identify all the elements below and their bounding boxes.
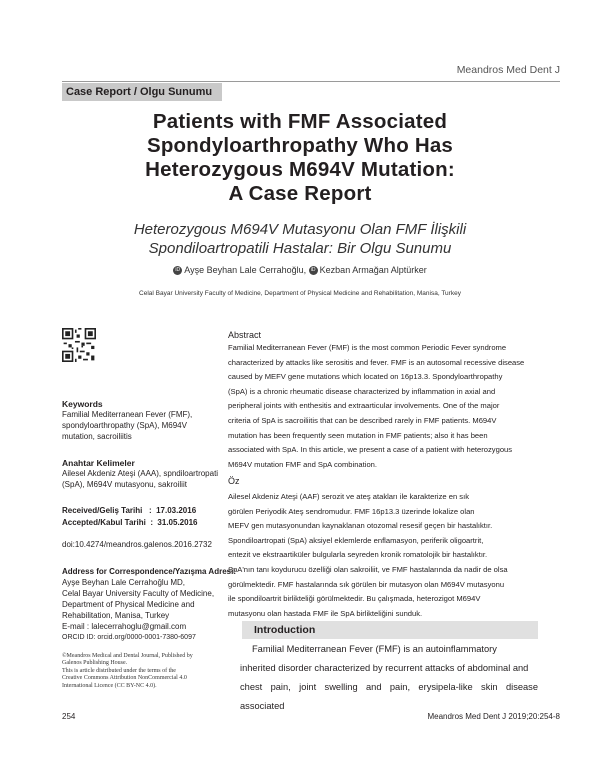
license-line: Galenos Publishing House.: [62, 660, 128, 667]
title-line: Heterozygous M694V Mutation:: [145, 158, 455, 181]
anahtar-line: Ailesel Akdeniz Ateşi (AAA), spndiloartropati: [62, 469, 219, 478]
page-number: 254: [62, 712, 76, 721]
abstract-line: characterized by attacks like serositis and fever. FMF is an autosomal recessive disease: [228, 357, 525, 367]
author-1[interactable]: Ayşe Beyhan Lale Cerrahoğlu,: [184, 265, 307, 275]
oz-heading: Öz: [228, 476, 240, 486]
article-title-turkish: [70, 220, 530, 258]
oz-line: SpA'nın tanı koydurucu özelliği olan sakroiliit, ve FMF hastalarında da nadir de olsa: [228, 564, 508, 574]
intro-line: Familial Mediterranean Fever (FMF) is an autoinflammatory: [252, 644, 497, 654]
introduction-body: [240, 640, 538, 716]
license-line: This is article distributed under the terms of the: [62, 667, 176, 674]
license-line: Creative Commons Attribution NonCommercial 4.0: [62, 675, 187, 682]
address: [62, 577, 232, 621]
authors: [80, 265, 520, 275]
keywords-line: spondyloarthropathy (SpA), M694V: [62, 421, 187, 430]
oz-line: entezit ve ekstraartiküler bulgularla seyreden kronik romatolojik bir hastalıktır.: [228, 550, 488, 560]
abstract-body: [228, 341, 538, 472]
affiliation: Celal Bayar University Faculty of Medicine, Department of Physical Medicine and Rehabilitation, Manisa, Turkey: [139, 290, 461, 297]
title-tr-line: Heterozygous M694V Mutasyonu Olan FMF İlişkili: [133, 221, 467, 238]
keywords-heading: Keywords: [62, 399, 103, 409]
abstract-line: associated with SpA. In this article, we present a case of a patient with heterozygous: [228, 445, 513, 455]
abstract-line: mutation has been frequently seen mutation in FMF patients; also it has been: [228, 430, 488, 440]
footer-citation: Meandros Med Dent J 2019;20:254-8: [427, 712, 560, 721]
anahtar-kelimeler: [62, 468, 232, 490]
abstract-line: (SpA) is a chronic rheumatic disease characterized by inflammation in axial and: [228, 386, 496, 396]
abstract-line: caused by MEFV gene mutations which located on 16p13.3. Spondyloarthropathy: [228, 372, 503, 382]
license-line: ©Meandros Medical and Dental Journal, Published by: [62, 653, 193, 659]
abstract-line: M694V mutation FMF and SpA combination.: [228, 459, 377, 469]
doi-link[interactable]: doi:10.4274/meandros.galenos.2016.2732: [62, 540, 212, 549]
article-title: [80, 110, 520, 206]
title-tr-line: Spondiloartropatili Hastalar: Bir Olgu Sunumu: [148, 240, 452, 257]
author-2[interactable]: Kezban Armağan Alptürker: [319, 265, 427, 275]
address-line: Rehabilitation, Manisa, Turkey: [62, 611, 170, 620]
qr-code-icon[interactable]: [62, 328, 96, 362]
email-link[interactable]: E-mail : lalecerrahoglu@gmail.com: [62, 622, 187, 631]
orcid-link[interactable]: ORCID ID: orcid.org/0000-0001-7380-6097: [62, 634, 196, 641]
oz-line: Ailesel Akdeniz Ateşi (AAF) serozit ve ateş atakları ile karakterize en sık: [228, 492, 469, 501]
oz-line: mutasyonu olan hastada FMF ile SpA birlikteliğini sunduk.: [228, 608, 423, 618]
anahtar-line: (SpA), M694V mutasyonu, sakroiliit: [62, 480, 187, 489]
received-date: Received/Geliş Tarihi : 17.03.2016: [62, 506, 197, 515]
title-line: Patients with FMF Associated: [152, 110, 448, 133]
abstract-line: criteria of SpA is sacroiliitis that can be described rarely in FMF patients. M694V: [228, 415, 497, 425]
keywords-line: mutation, sacroiliitis: [62, 432, 132, 441]
header-rule: [62, 81, 560, 82]
oz-line: MEFV gen mutasyonundan kaynaklanan otozomal resesif geçen bir hastalıktır.: [228, 521, 493, 531]
orcid-icon[interactable]: iD: [309, 266, 318, 275]
abstract-heading: Abstract: [228, 330, 262, 340]
address-line: Ayşe Beyhan Lale Cerrahoğlu MD,: [62, 578, 186, 587]
address-line: Celal Bayar University Faculty of Medicine,: [62, 589, 215, 598]
oz-line: görülmektedir. FMF hastalarında sık görülen bir mutasyon olan M694V mutasyonu: [228, 579, 505, 589]
accepted-date: Accepted/Kabul Tarihi : 31.05.2016: [62, 518, 198, 527]
license-line: International Licence (CC BY-NC 4.0).: [62, 682, 157, 689]
title-line: A Case Report: [228, 182, 372, 205]
introduction-heading: Introduction: [254, 624, 316, 636]
anahtar-heading: Anahtar Kelimeler: [62, 458, 135, 468]
intro-line: inherited disorder characterized by recurrent attacks of abdominal and: [240, 663, 529, 673]
abstract-line: peripheral joints with enthesitis and extraarticular involvements. One of the major: [228, 401, 500, 411]
keywords-line: Familial Mediterranean Fever (FMF),: [62, 410, 193, 419]
section-label: Case Report / Olgu Sunumu: [66, 86, 213, 98]
journal-header: Meandros Med Dent J: [456, 64, 560, 76]
license-text: [62, 653, 222, 690]
title-line: Spondyloarthropathy Who Has: [146, 134, 454, 157]
abstract-line: Familial Mediterranean Fever (FMF) is the most common Periodic Fever syndrome: [228, 343, 507, 352]
oz-line: görülen Periyodik Ateş sendromudur. FMF 16p13.3 üzerinde lokalize olan: [228, 506, 475, 516]
keywords: [62, 409, 232, 442]
address-line: Department of Physical Medicine and: [62, 600, 195, 609]
oz-body: [228, 490, 538, 621]
oz-line: ile spondiloartrit birlikteliği görülmektedir. Bu çalışmada, heterozigot M694V: [228, 594, 481, 604]
orcid-icon[interactable]: iD: [173, 266, 182, 275]
address-heading: Address for Correspondence/Yazışma Adresi:: [62, 567, 236, 576]
oz-line: Spondiloartropati (SpA) aksiyel eklemlerde enflamasyon, periferik oligoartrit,: [228, 535, 484, 545]
intro-line: chest pain, joint swelling and pain, erysipela-like skin disease associated: [240, 682, 538, 711]
